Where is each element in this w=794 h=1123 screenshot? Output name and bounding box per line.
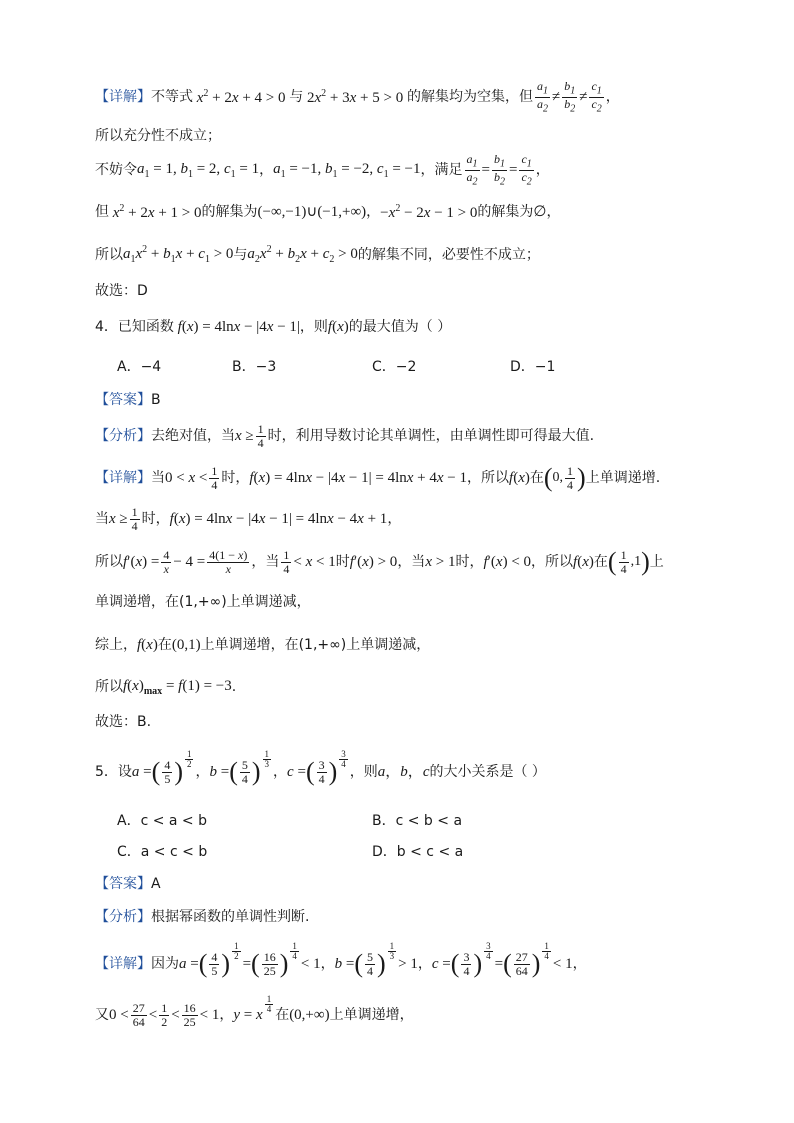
function-def: f(x) = 4lnx − |4x − 1| [177,319,300,335]
empty-set: ∅ [533,204,547,220]
text: 时， [221,469,250,486]
frac-quarter: $\frac{1}{4}$ [211,463,218,492]
text: 当 [151,469,165,486]
text: 去绝对值，当 [151,427,235,444]
text: ，则 [349,763,378,780]
text: 但 [95,203,109,220]
detail-4-line-1: 【详解】 当 0 < x < $\frac{1}{4}$ 时， f(x) = 4lnx − |4x − 1| = 4lnx + 4x − 1 ，所以 f(x) 在 ( 0, $\frac{1}{4}$ ) 上单调递增. [95,463,661,492]
text: 时，利用导数讨论其单调性，由单调性即可得最大值. [267,427,595,444]
frac-b2: $\frac{b_1}{b_2}$ [493,151,505,187]
text: 所以 [95,553,123,570]
detail-5-line-2: 又 0 < $\frac{27}{64}$ < $\frac{1}{2}$ < $\frac{16}{25}$ < 1 ， y = x $\frac{1}{4}$ 在 (0,+∞) 上单调递增， [95,994,414,1029]
answer-value: B [151,391,161,408]
text: 上单调递增. [585,469,661,486]
answer-value: A [151,875,161,892]
piece-1: f(x) = 4lnx − |4x − 1| = 4lnx + 4x − 1 [249,470,468,486]
text: 的最大值为（ ） [348,318,452,335]
text: 的解集均为空集，但 [406,88,533,105]
detail-4-line-7 [95,705,734,739]
question-5-stem: 5．设 a = ( $\frac{4}{5}$ ) $\frac{1}{2}$ ， b = ( $\frac{5}{4}$ ) $\frac{1}{3}$ ， c = ( $\frac{3}{4}$ ) $\frac{3}{4}$ ，则 a，b，c 的大小关系是（ ） [95,749,546,786]
text: 在 [593,553,608,570]
text: 的解集不同，必要性不成立； [357,246,540,263]
text: ，则 [299,318,328,335]
answer-tag: 【答案】 [95,875,151,892]
text: 在 [157,636,172,653]
frac-a2: $\frac{a_1}{a_2}$ [466,151,478,187]
text: 综上， [95,636,137,653]
frac-quarter: $\frac{1}{4}$ [131,504,138,533]
text: 上单调递增，在(1,+∞)上单调递减， [200,636,431,653]
text: 的解集为 [477,203,534,220]
detail-line-1: 【详解】 不等式 $x^2 + 2x + 4 > 0$ 与 $2x^2 + 3x + 5 > 0$ 的解集均为空集，但 $\frac{a_1}{a_2}$ ≠ $\frac{b_1}{b_2}$ ≠ $\frac{c_1}{c_2}$ ， [95,78,620,114]
analysis-tag: 【分析】 [95,908,151,925]
text: 满足 [434,161,463,178]
text: 根据幂函数的单调性判断. [151,908,310,925]
analysis-tag: 【分析】 [95,427,151,444]
text: 在 [275,1006,290,1023]
option-c: C．−2 [372,359,417,375]
option-d: D．b < c < a [372,844,464,860]
text: 5．设 [95,763,132,780]
text: 所以 [95,246,123,263]
text: 与 [289,88,304,105]
text: 单调递增，在(1,+∞)上单调递减， [95,593,311,610]
line-4: 但 $x^2 + 2x + 1 > 0$ 的解集为 (−∞,−1)∪(−1,+∞) ， $-x^2 - 2x - 1 > 0$ 的解集为 ∅ ， [95,202,561,221]
line-6 [95,274,734,308]
frac-b: $\frac{b_1}{b_2}$ [564,78,576,114]
option-c: C．a < c < b [117,844,208,860]
text: 在 [529,469,544,486]
inequality-6: $a_2x^2 + b_2x + c_2 > 0$ [247,244,358,265]
frac-derivative: $\frac{4(1 - x)}{x}$ [209,547,248,576]
text: 时， [455,553,484,570]
interval-1: ( 0, $\frac{1}{4}$ ) [543,463,586,492]
text: 4．已知函数 [95,318,174,335]
detail-4-line-6 [95,670,734,704]
frac-4-x: $\frac{4}{x}$ [163,547,170,576]
detail-tag: 【详解】 [95,88,151,105]
line-5 [95,238,734,272]
detail-4-line-3: 所以 f′(x) = $\frac{4}{x}$ − 4 = $\frac{4(1 - x)}{x}$ ，当 $\frac{1}{4}$ < x < 1 时 f′(x) > 0 ，当 x > 1 时， f′(x) < 0 ，所以 f(x) 在 ( $\frac{1}{4}$ ,1 ) 上 [95,547,664,576]
detail-tag: 【详解】 [95,955,151,972]
text: 的大小关系是（ ） [429,763,546,780]
text: 故选：B. [95,713,152,730]
max-value: $f(x)_{max} = f(1) = -3$ [123,677,232,697]
frac-c2: $\frac{c_1}{c_2}$ [521,151,532,187]
inequality-1: $x^2 + 2x + 4 > 0$ [196,87,290,106]
question-4-stem [95,310,734,344]
line-2 [95,119,734,153]
detail-tag: 【详解】 [95,469,151,486]
option-a: A．c < a < b [117,813,208,829]
frac-c: $\frac{c_1}{c_2}$ [591,78,602,114]
text: 故选：D [95,282,148,299]
interval-2: ( $\frac{1}{4}$ ,1 ) [607,547,650,576]
text: . [231,678,237,695]
inequality-5: $a_1x^2 + b_1x + c_1 > 0$ [123,244,234,265]
text: ，所以 [467,469,510,486]
text: 时， [141,510,170,527]
solution-set: (−∞,−1)∪(−1,+∞) [257,204,367,220]
text: 因为 [151,955,179,972]
analysis-line: 【分析】 去绝对值，当 x ≥ $\frac{1}{4}$ 时，利用导数讨论其单调性，由单调性即可得最大值. [95,421,595,450]
inequality-3: $x^2 + 2x + 1 > 0$ [112,202,202,221]
text: 所以 [95,678,123,695]
text: 与 [233,246,248,263]
option-a: A．−4 [117,359,162,375]
option-d: D．−1 [510,359,556,375]
answer-line [95,383,734,417]
detail-4-line-2: 当 x ≥ $\frac{1}{4}$ 时， f(x) = 4lnx − |4x − 1| = 4lnx − 4x + 1 ， [95,504,402,533]
line-3: 不妨令 $a_1 = 1$, $b_1 = 2$, $c_1 = 1$ ， $a_1 = -1$, $b_1 = -2$, $c_1 = -1$ ， 满足 $\frac{a_1}{a_2}$ = $\frac{b_1}{b_2}$ = $\frac{c_1}{c_2}$ ， [95,151,550,187]
text: ，当 [397,553,426,570]
values-2: $a_1 = -1$, $b_1 = -2$, $c_1 = -1$ [273,160,421,180]
text: ，所以 [531,553,574,570]
option-b: B．c < b < a [372,813,463,829]
text: 又 [95,1006,109,1023]
answer-line [95,867,734,901]
text: ，当 [251,553,280,570]
piece-2: f(x) = 4lnx − |4x − 1| = 4lnx − 4x + 1 [169,511,388,527]
option-b: B．−3 [232,359,277,375]
text: 的解集为 [201,203,258,220]
detail-4-line-5: 综上， f(x) 在 (0,1) 上单调递增，在(1,+∞)上单调递减， [95,636,431,653]
text: 所以充分性不成立； [95,127,221,144]
detail-4-line-4 [95,585,734,619]
text: 当 [95,510,109,527]
answer-tag: 【答案】 [95,391,151,408]
analysis-line [95,900,734,934]
frac-quarter: $\frac{1}{4}$ [283,547,290,576]
detail-5-line-1: 【详解】 因为 a = ( $\frac{4}{5}$ ) $\frac{1}{2}$ = ( $\frac{16}{25}$ ) $\frac{1}{4}$ < 1 ， b = ( $\frac{5}{4}$ ) $\frac{1}{3}$ > 1 ， c = ( $\frac{3}{4}$ ) $\frac{3}{4}$ = ( $\frac{27}{64}$ ) $\frac{1}{4}$ < 1 ， [95,941,587,978]
text: 上单调递增， [329,1006,414,1023]
text: 不妨令 [95,161,137,178]
values-1: $a_1 = 1$, $b_1 = 2$, $c_1 = 1$ [137,160,260,180]
frac-quarter: $\frac{1}{4}$ [257,421,264,450]
inequality-2: $2x^2 + 3x + 5 > 0$ [303,87,407,106]
fx: f(x) [327,319,349,335]
inequality-4: $-x^2 - 2x - 1 > 0$ [380,202,478,221]
text: 时 [335,553,350,570]
text: 上 [649,553,664,570]
text: 不等式 [151,88,193,105]
frac-a: $\frac{a_1}{a_2}$ [536,78,548,114]
